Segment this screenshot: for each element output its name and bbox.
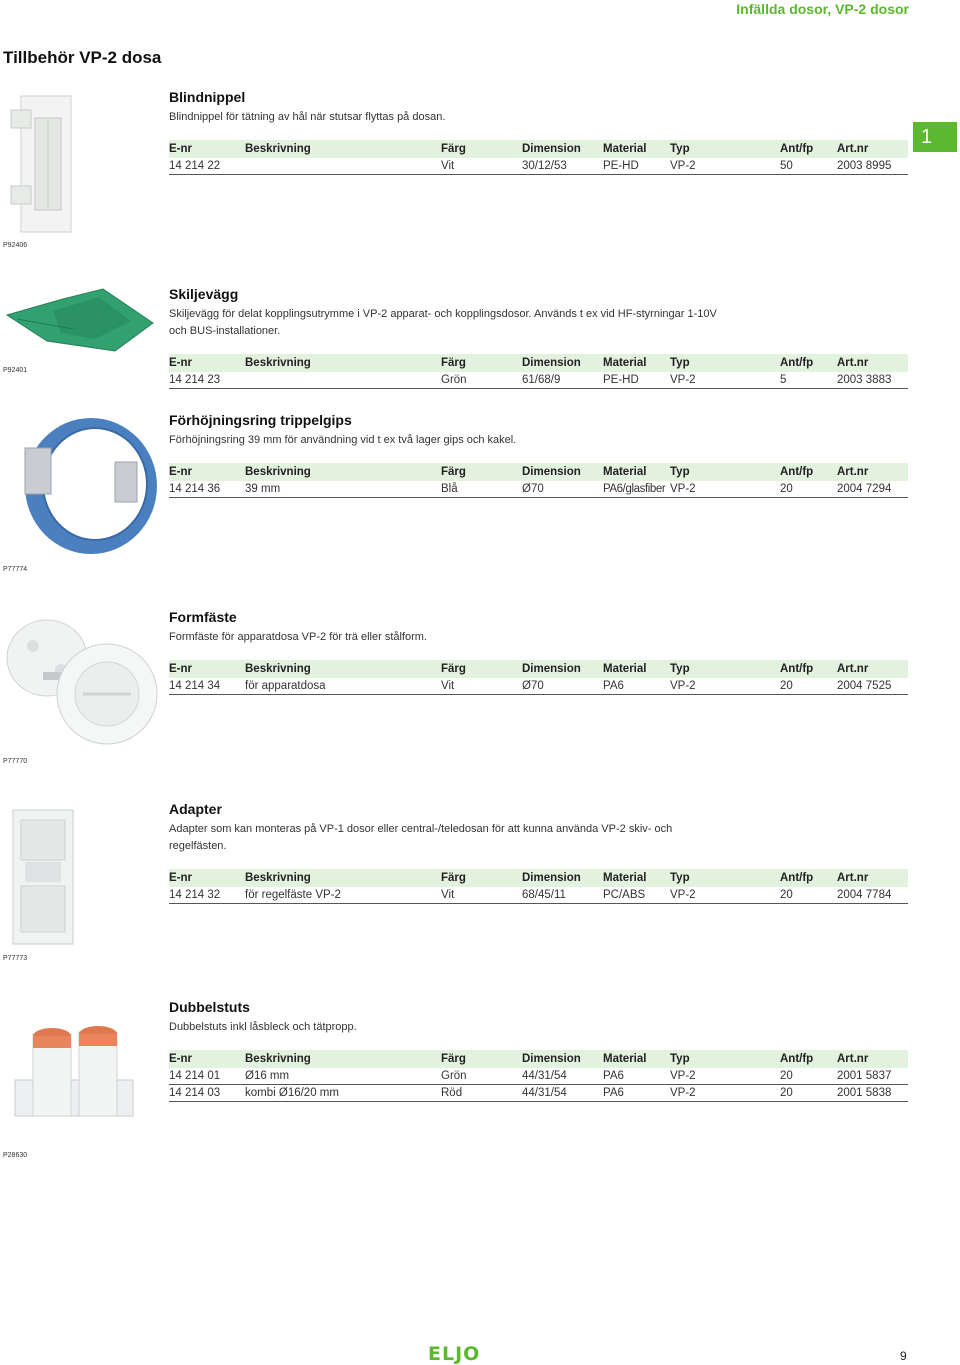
col-header: Ant/fp xyxy=(780,354,837,372)
col-header: Färg xyxy=(441,660,522,678)
table-row xyxy=(169,1068,908,1085)
col-header: Material xyxy=(603,660,670,678)
table-row xyxy=(169,887,908,904)
cell-type: VP-2 xyxy=(670,887,780,904)
cell-dimension: 44/31/54 xyxy=(522,1085,603,1102)
col-header: Ant/fp xyxy=(780,660,837,678)
table-header-row xyxy=(169,660,908,678)
col-header: Dimension xyxy=(522,1050,603,1068)
cell-color: Grön xyxy=(441,1068,522,1085)
table-row xyxy=(169,481,908,498)
cell-qty: 50 xyxy=(780,158,837,175)
col-header: Art.nr xyxy=(837,354,908,372)
col-header: Ant/fp xyxy=(780,1050,837,1068)
spec-table xyxy=(169,140,908,175)
cell-qty: 20 xyxy=(780,678,837,695)
col-header: Färg xyxy=(441,1050,522,1068)
section-description: Dubbelstuts inkl låsbleck och tätpropp. xyxy=(169,1021,357,1033)
cell-artnr: 2001 5838 xyxy=(837,1085,908,1102)
cell-description: för apparatdosa xyxy=(245,678,441,695)
col-header: Typ xyxy=(670,660,780,678)
cell-artnr: 2004 7294 xyxy=(837,481,908,498)
spec-table xyxy=(169,354,908,389)
cell-material: PA6 xyxy=(603,678,670,695)
eljo-logo: ELJO xyxy=(428,1343,481,1365)
cell-enr: 14 214 36 xyxy=(169,481,245,498)
col-header: Material xyxy=(603,354,670,372)
cell-material: PE-HD xyxy=(603,372,670,389)
cell-qty: 20 xyxy=(780,1068,837,1085)
table-row xyxy=(169,678,908,695)
cell-type: VP-2 xyxy=(670,481,780,498)
cell-description: 39 mm xyxy=(245,481,441,498)
col-header: Ant/fp xyxy=(780,869,837,887)
col-header: Dimension xyxy=(522,463,603,481)
col-header: Art.nr xyxy=(837,1050,908,1068)
cell-dimension: 44/31/54 xyxy=(522,1068,603,1085)
cell-dimension: 68/45/11 xyxy=(522,887,603,904)
col-header: Färg xyxy=(441,869,522,887)
product-image-formfaste xyxy=(3,604,159,754)
image-code: P77770 xyxy=(3,758,28,765)
cell-color: Vit xyxy=(441,887,522,904)
col-header: E-nr xyxy=(169,463,245,481)
cell-dimension: 61/68/9 xyxy=(522,372,603,389)
col-header: Färg xyxy=(441,463,522,481)
col-header: Ant/fp xyxy=(780,140,837,158)
product-image-skiljevagg xyxy=(3,285,158,355)
col-header: Beskrivning xyxy=(245,660,441,678)
section-title: Skiljevägg xyxy=(169,286,239,302)
col-header: Typ xyxy=(670,354,780,372)
cell-type: VP-2 xyxy=(670,678,780,695)
col-header: Dimension xyxy=(522,660,603,678)
table-row xyxy=(169,1085,908,1102)
col-header: Ant/fp xyxy=(780,463,837,481)
cell-color: Grön xyxy=(441,372,522,389)
col-header: Art.nr xyxy=(837,140,908,158)
col-header: E-nr xyxy=(169,354,245,372)
cell-qty: 20 xyxy=(780,481,837,498)
page-title: Tillbehör VP-2 dosa xyxy=(3,48,162,67)
product-image-adapter xyxy=(3,800,83,952)
cell-type: VP-2 xyxy=(670,1068,780,1085)
spec-table xyxy=(169,1050,908,1102)
section-description: Adapter som kan monteras på VP-1 dosor eller central-/teledosan för att kunna använda VP-2 skiv- och regelfästen. xyxy=(169,823,673,852)
table-row xyxy=(169,372,908,389)
cell-material: PC/ABS xyxy=(603,887,670,904)
col-header: Beskrivning xyxy=(245,354,441,372)
cell-enr: 14 214 01 xyxy=(169,1068,245,1085)
cell-enr: 14 214 03 xyxy=(169,1085,245,1102)
col-header: Beskrivning xyxy=(245,869,441,887)
table-header-row xyxy=(169,463,908,481)
spec-table xyxy=(169,660,908,695)
cell-color: Vit xyxy=(441,678,522,695)
col-header: Material xyxy=(603,463,670,481)
cell-artnr: 2004 7784 xyxy=(837,887,908,904)
cell-color: Röd xyxy=(441,1085,522,1102)
cell-material: PE-HD xyxy=(603,158,670,175)
cell-color: Blå xyxy=(441,481,522,498)
product-image-forhojningsring xyxy=(3,408,159,560)
col-header: Beskrivning xyxy=(245,140,441,158)
cell-enr: 14 214 23 xyxy=(169,372,245,389)
col-header: Dimension xyxy=(522,354,603,372)
cell-enr: 14 214 22 xyxy=(169,158,245,175)
col-header: Typ xyxy=(670,140,780,158)
section-title: Förhöjningsring trippelgips xyxy=(169,412,352,428)
table-row xyxy=(169,158,908,175)
cell-color: Vit xyxy=(441,158,522,175)
image-code: P92401 xyxy=(3,367,28,374)
col-header: Art.nr xyxy=(837,463,908,481)
col-header: Dimension xyxy=(522,869,603,887)
cell-qty: 20 xyxy=(780,1085,837,1102)
cell-material: PA6/glasfiber xyxy=(603,481,670,498)
col-header: Material xyxy=(603,140,670,158)
image-code: P28630 xyxy=(3,1152,28,1159)
section-description: Förhöjningsring 39 mm för användning vid t ex två lager gips och kakel. xyxy=(169,434,517,446)
cell-dimension: Ø70 xyxy=(522,678,603,695)
col-header: Material xyxy=(603,1050,670,1068)
product-image-dubbelstuts xyxy=(3,992,148,1148)
col-header: Typ xyxy=(670,463,780,481)
table-header-row xyxy=(169,1050,908,1068)
cell-description xyxy=(245,158,441,175)
page-number: 9 xyxy=(900,1349,907,1363)
cell-material: PA6 xyxy=(603,1068,670,1085)
cell-type: VP-2 xyxy=(670,158,780,175)
section-title: Adapter xyxy=(169,801,222,817)
cell-enr: 14 214 34 xyxy=(169,678,245,695)
chapter-tab: 1 xyxy=(913,122,957,152)
section-description: Blindnippel för tätning av hål när stutsar flyttas på dosan. xyxy=(169,111,446,123)
cell-description: för regelfäste VP-2 xyxy=(245,887,441,904)
section-description: Formfäste för apparatdosa VP-2 för trä eller stålform. xyxy=(169,631,427,643)
product-image-blindnippel xyxy=(3,88,83,240)
col-header: Typ xyxy=(670,869,780,887)
cell-artnr: 2003 3883 xyxy=(837,372,908,389)
col-header: Dimension xyxy=(522,140,603,158)
section-title: Formfäste xyxy=(169,609,237,625)
cell-type: VP-2 xyxy=(670,1085,780,1102)
cell-dimension: 30/12/53 xyxy=(522,158,603,175)
cell-type: VP-2 xyxy=(670,372,780,389)
table-header-row xyxy=(169,869,908,887)
section-title: Blindnippel xyxy=(169,89,246,105)
col-header: Beskrivning xyxy=(245,463,441,481)
cell-qty: 20 xyxy=(780,887,837,904)
col-header: E-nr xyxy=(169,1050,245,1068)
col-header: Material xyxy=(603,869,670,887)
cell-artnr: 2004 7525 xyxy=(837,678,908,695)
col-header: Färg xyxy=(441,140,522,158)
col-header: Art.nr xyxy=(837,660,908,678)
col-header: Typ xyxy=(670,1050,780,1068)
col-header: Art.nr xyxy=(837,869,908,887)
image-code: P77774 xyxy=(3,566,28,573)
cell-dimension: Ø70 xyxy=(522,481,603,498)
section-title: Dubbelstuts xyxy=(169,999,250,1015)
cell-artnr: 2001 5837 xyxy=(837,1068,908,1085)
spec-table xyxy=(169,463,908,498)
cell-description xyxy=(245,372,441,389)
table-header-row xyxy=(169,140,908,158)
section-description: Skiljevägg för delat kopplingsutrymme i VP-2 apparat- och kopplingsdosor. Används t ex vid HF-styrningar 1-10V och BUS-installationer. xyxy=(169,308,717,337)
col-header: Beskrivning xyxy=(245,1050,441,1068)
cell-description: kombi Ø16/20 mm xyxy=(245,1085,441,1102)
col-header: E-nr xyxy=(169,869,245,887)
col-header: Färg xyxy=(441,354,522,372)
cell-qty: 5 xyxy=(780,372,837,389)
cell-description: Ø16 mm xyxy=(245,1068,441,1085)
col-header: E-nr xyxy=(169,660,245,678)
spec-table xyxy=(169,869,908,904)
col-header: E-nr xyxy=(169,140,245,158)
cell-artnr: 2003 8995 xyxy=(837,158,908,175)
cell-enr: 14 214 32 xyxy=(169,887,245,904)
cell-material: PA6 xyxy=(603,1085,670,1102)
image-code: P77773 xyxy=(3,955,28,962)
image-code: P92406 xyxy=(3,242,28,249)
table-header-row xyxy=(169,354,908,372)
category-header: Infällda dosor, VP-2 dosor xyxy=(736,1,909,17)
